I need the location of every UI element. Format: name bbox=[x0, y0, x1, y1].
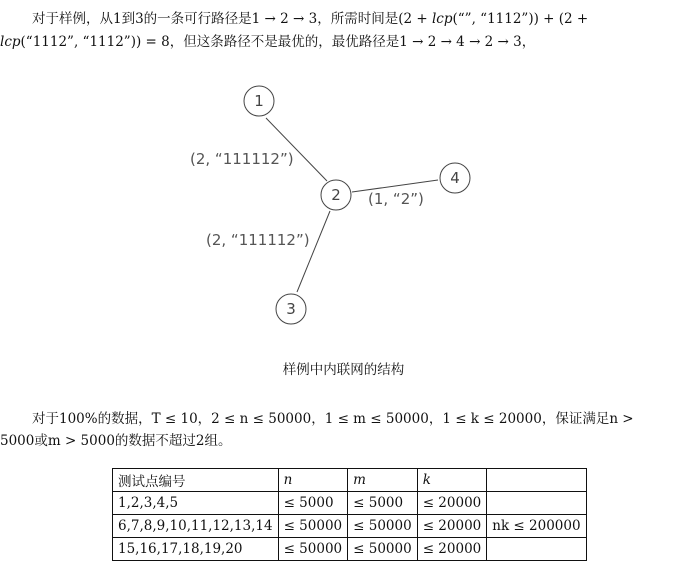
table-cell: ≤ 50000 bbox=[348, 538, 418, 561]
table-header-cell bbox=[487, 469, 586, 492]
table-cell: 15,16,17,18,19,20 bbox=[113, 538, 279, 561]
node-3-label: 3 bbox=[286, 300, 296, 318]
table-cell: ≤ 5000 bbox=[278, 492, 348, 515]
table-header-row bbox=[113, 469, 587, 492]
lcp-args: (“”, “1112”)) + (2 + bbox=[452, 11, 589, 27]
table-cell: ≤ 50000 bbox=[278, 538, 348, 561]
table-header-cell: m bbox=[348, 469, 418, 492]
constraints-line-1: 对于100%的数据，T ≤ 10，2 ≤ n ≤ 50000，1 ≤ m ≤ 50000，1 ≤ k ≤ 20000，保证满足n > bbox=[32, 411, 634, 427]
table-cell: ≤ 50000 bbox=[348, 515, 418, 538]
table-header-cell: 测试点编号 bbox=[113, 469, 279, 492]
edge-2-3-label: (2, “111112”) bbox=[206, 231, 310, 249]
table-header-cell: k bbox=[417, 469, 487, 492]
table-cell: ≤ 20000 bbox=[417, 538, 487, 561]
table-cell: 1,2,3,4,5 bbox=[113, 492, 279, 515]
node-4-label: 4 bbox=[450, 169, 460, 187]
table-header-cell: n bbox=[278, 469, 348, 492]
table-row bbox=[113, 515, 587, 538]
table-cell: ≤ 20000 bbox=[417, 492, 487, 515]
edge-2-4-label: (1, “2”) bbox=[368, 190, 424, 208]
paragraph-1-line-2-text: (“1112”, “1112”)) = 8，但这条路径不是最优的，最优路径是1 → 2 → 4 → 2 → 3， bbox=[20, 34, 536, 50]
paragraph-1-text: 对于样例，从1到3的一条可行路径是1 → 2 → 3，所需时间是(2 + bbox=[32, 11, 432, 27]
edge-2-3 bbox=[297, 211, 330, 292]
lcp-function: lcp bbox=[431, 11, 453, 27]
constraints-line-2: 5000或m > 5000的数据不超过2组。 bbox=[0, 433, 232, 449]
lcp-function: lcp bbox=[0, 34, 21, 50]
node-2-label: 2 bbox=[331, 186, 341, 204]
diagram-caption: 样例中内联网的结构 bbox=[282, 362, 405, 378]
table-cell bbox=[487, 492, 586, 515]
table-cell: ≤ 5000 bbox=[348, 492, 418, 515]
constraints-table bbox=[112, 468, 587, 561]
table-row bbox=[113, 538, 587, 561]
table-cell bbox=[487, 538, 586, 561]
edge-1-2-label: (2, “111112”) bbox=[190, 150, 294, 168]
table-cell: nk ≤ 200000 bbox=[487, 515, 586, 538]
table-cell: ≤ 50000 bbox=[278, 515, 348, 538]
table-cell: ≤ 20000 bbox=[417, 515, 487, 538]
table-cell: 6,7,8,9,10,11,12,13,14 bbox=[113, 515, 279, 538]
table-row bbox=[113, 492, 587, 515]
node-1-label: 1 bbox=[254, 92, 264, 110]
